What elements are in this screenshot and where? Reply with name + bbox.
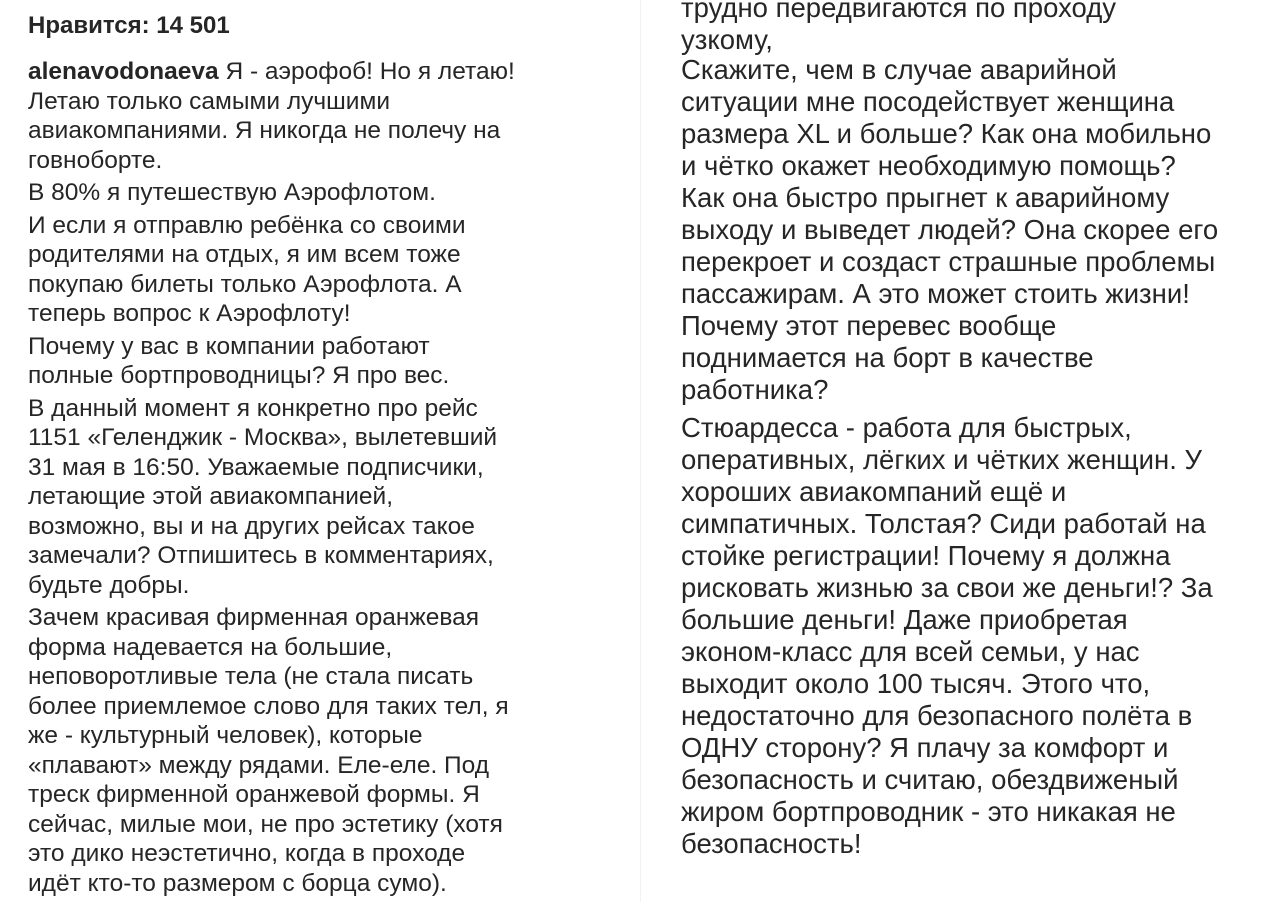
caption-paragraph: Почему у вас в компании работают полные бортпроводницы? Я про вес. [28, 332, 450, 389]
caption-paragraph: Стюардесса - работа для быстрых, оперативных, лёгких и чётких женщин. У хороших авиакомпаний ещё и симпатичных. Толстая? Сиди работай на стойке регистрации! Почему я должна рисковать жизнью за свои же деньги!? За большие деньги! Даже приобретая эконом-класс для всей семьи, у нас выходит около 100 тысяч. Этого что, недостаточно для безопасного полёта в ОДНУ сторону? Я плачу за комфорт и безопасность и считаю, обездвиженый жиром бортпроводник - это никакая не безопасность! [681, 412, 1213, 859]
caption-paragraph: Зачем красивая фирменная оранжевая форма надевается на большие, неповоротливые тела (не стала писать более приемлемое слово для таких тел, я же - культурный человек), которые «плавают» между рядами. Еле-еле. Под треск фирменной оранжевой формы. Я сейчас, милые мои, не про эстетику (хотя это дико неэстетично, когда в проходе идёт кто-то размером с борца сумо). [28, 604, 509, 897]
likes-count[interactable]: Нравится: 14 501 [28, 12, 230, 39]
caption-paragraph: В данный момент я конкретно про рейс 1151 «Геленджик - Москва», вылетевший 31 мая в 16:50. Уважаемые подписчики, летающие этой авиакомпанией, возможно, вы и на других рейсах такое замечали? Отпишитесь в комментариях, будьте добры. [28, 394, 498, 599]
caption-text-right [681, 54, 1271, 866]
caption-text-left [28, 57, 628, 901]
caption-paragraph-text: Я - аэрофоб! Но я летаю! Летаю только самыми лучшими авиакомпаниями. Я никогда не полечу на говнoборте. [28, 58, 515, 174]
cut-off-text-line [681, 0, 1181, 55]
username-link[interactable]: alenavodonaeva [28, 58, 219, 85]
caption-paragraph: В 80% я путешествую Аэрофлотом. [28, 179, 436, 206]
caption-paragraph: И если я отправлю ребёнка со своими родителями на отдых, я им всем тоже покупаю билеты только Аэрофлота. А теперь вопрос к Аэрофлоту! [28, 211, 466, 327]
cut-off-text: трудно передвигаются по проходу узкому, [681, 0, 1117, 55]
caption-paragraph [28, 57, 628, 175]
caption-column-right [640, 0, 1280, 902]
caption-paragraph: Скажите, чем в случае аварийной ситуации мне посодействует женщина размера XL и больше? Как она мобильно и чётко окажет необходимую помощь? Как она быстро прыгнет к аварийному выходу и выведет людей? Она скорее его перекроет и создаст страшные проблемы пассажирам. А это может стоить жизни! Почему этот перевес вообще поднимается на борт в качестве работника? [681, 54, 1219, 405]
